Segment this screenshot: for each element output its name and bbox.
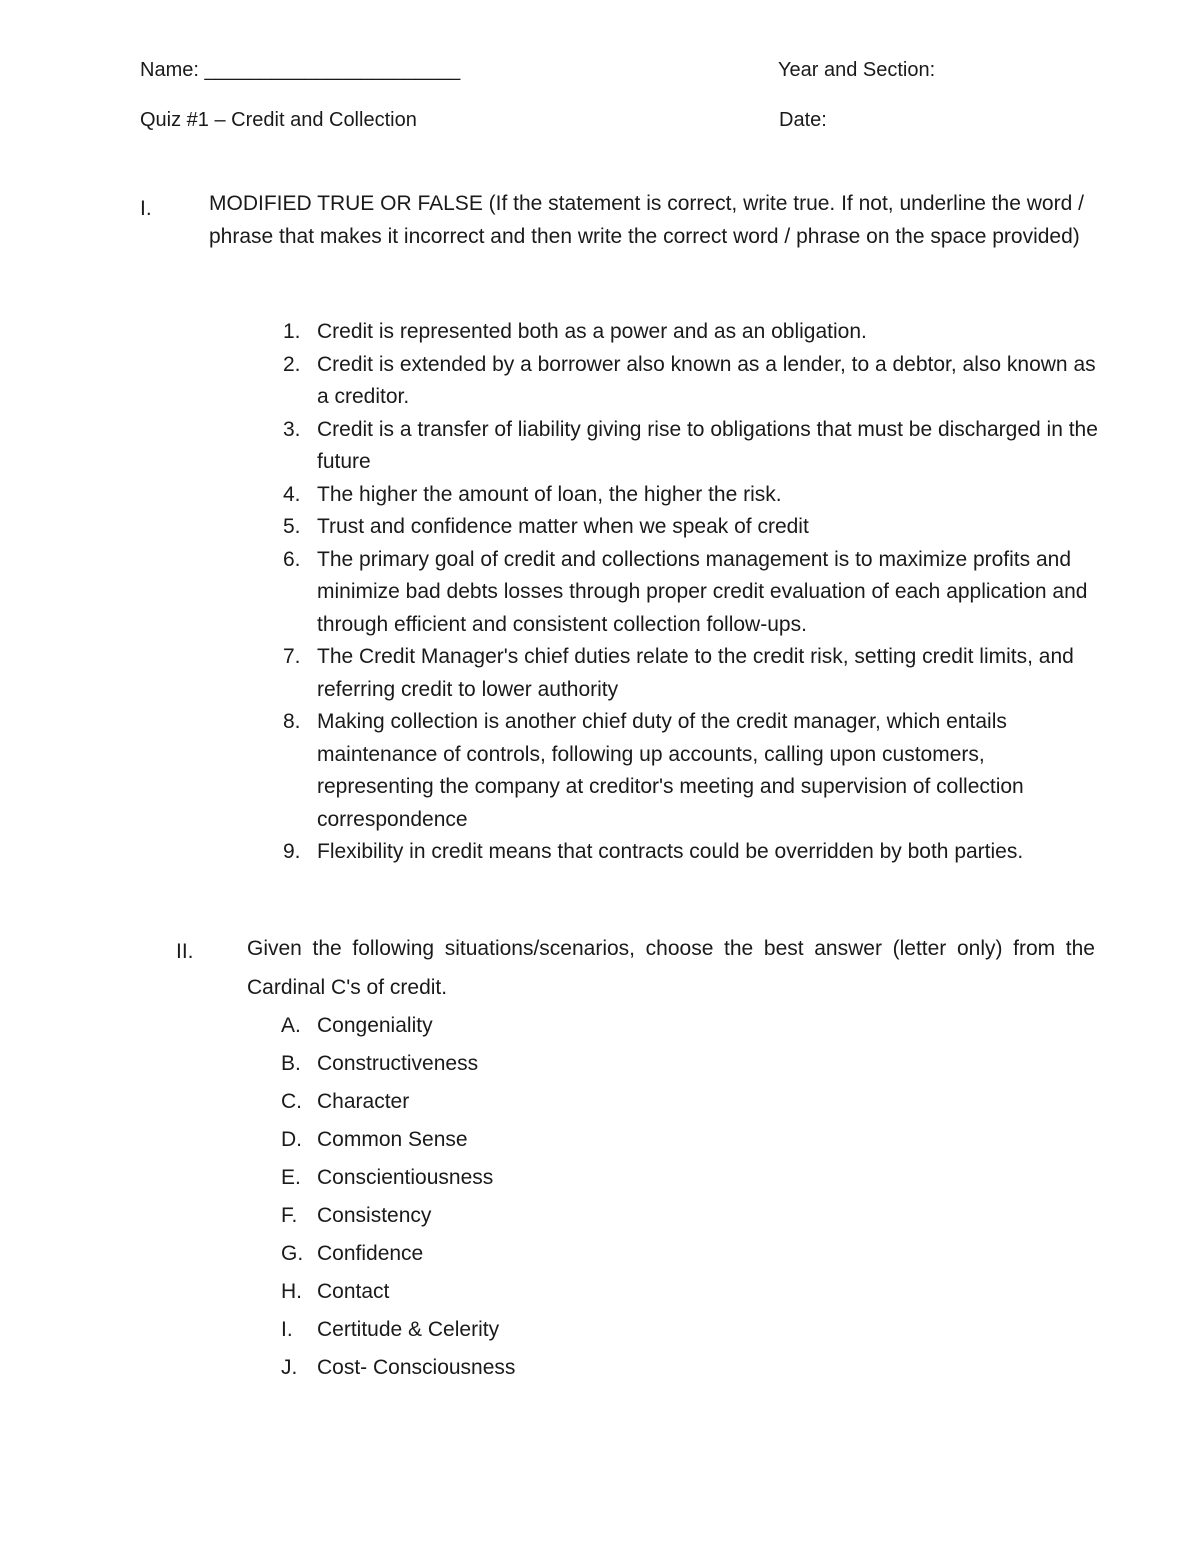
item-number: 1. <box>283 320 301 343</box>
section-2-instructions: Given the following situations/scenarios, choose the best answer (letter only) from the Cardinal C's of credit. <box>247 937 1095 999</box>
list-item <box>270 479 1100 512</box>
item-number: 3. <box>283 417 301 441</box>
true-false-list <box>270 316 1100 869</box>
item-text: Credit is extended by a borrower also known as a lender, to a debtor, also known as a creditor. <box>317 352 1096 408</box>
item-number: 4. <box>283 482 301 506</box>
choice-item <box>281 1273 515 1311</box>
item-text: Making collection is another chief duty of the credit manager, which entails maintenance of controls, following up accounts, calling upon customers, representing the company at creditor's meeting and supervision of collection correspondence <box>317 710 1024 831</box>
choice-item <box>281 1159 515 1197</box>
choice-text: Constructiveness <box>317 1052 479 1075</box>
choice-letter: J. <box>281 1356 298 1379</box>
item-text: The higher the amount of loan, the higher the risk. <box>317 482 782 506</box>
choice-item <box>281 1007 515 1045</box>
item-number: 7. <box>283 645 301 668</box>
choice-item <box>281 1083 515 1121</box>
item-text: Credit is represented both as a power and as an obligation. <box>317 320 867 343</box>
choice-letter: D. <box>281 1128 302 1151</box>
choice-letter: G. <box>281 1242 304 1265</box>
item-number: 5. <box>283 515 301 538</box>
list-item <box>270 641 1100 706</box>
list-item <box>270 414 1100 479</box>
choice-text: Cost- Consciousness <box>317 1356 516 1379</box>
choice-text: Certitude & Celerity <box>317 1318 500 1341</box>
choice-item <box>281 1235 515 1273</box>
item-number: 8. <box>283 710 301 733</box>
choice-item <box>281 1311 515 1349</box>
list-item <box>270 511 1100 544</box>
list-item <box>270 349 1100 414</box>
choice-text: Congeniality <box>317 1014 433 1037</box>
choice-letter: C. <box>281 1090 302 1113</box>
item-number: 2. <box>283 352 301 376</box>
list-item <box>270 316 1100 349</box>
quiz-title: Quiz #1 – Credit and Collection <box>140 109 417 131</box>
item-number: 9. <box>283 840 301 863</box>
choice-letter: B. <box>281 1052 301 1075</box>
choice-text: Contact <box>317 1280 390 1303</box>
choice-item <box>281 1121 515 1159</box>
date-label: Date: <box>779 109 827 131</box>
item-text: Credit is a transfer of liability giving rise to obligations that must be discharged in the future <box>317 417 1098 473</box>
choice-text: Conscientiousness <box>317 1166 494 1189</box>
name-label: Name: _______________________ <box>140 59 461 81</box>
choice-text: Common Sense <box>317 1128 468 1151</box>
section-2-numeral: II. <box>176 940 194 963</box>
choice-letter: H. <box>281 1280 302 1303</box>
section-1-instructions: MODIFIED TRUE OR FALSE (If the statement is correct, write true. If not, underline the word / phrase that makes it incorrect and then write the correct word / phrase on the space provided) <box>209 192 1084 248</box>
item-text: The primary goal of credit and collections management is to maximize profits and minimize bad debts losses through proper credit evaluation of each application and through efficient and consistent collection follow-ups. <box>317 547 1088 636</box>
section-1-numeral: I. <box>140 197 152 220</box>
year-section-label: Year and Section: <box>778 59 936 81</box>
item-text: Trust and confidence matter when we speak of credit <box>317 515 809 538</box>
choice-letter: E. <box>281 1166 301 1189</box>
list-item <box>270 836 1100 869</box>
choice-item <box>281 1045 515 1083</box>
choice-item <box>281 1349 515 1387</box>
cardinal-cs-choices <box>281 1007 515 1387</box>
choice-letter: F. <box>281 1204 298 1227</box>
item-number: 6. <box>283 547 301 571</box>
list-item <box>270 544 1100 642</box>
choice-letter: I. <box>281 1318 293 1341</box>
choice-letter: A. <box>281 1014 301 1037</box>
choice-item <box>281 1197 515 1235</box>
choice-text: Character <box>317 1090 410 1113</box>
item-text: Flexibility in credit means that contracts could be overridden by both parties. <box>317 840 1024 863</box>
item-text: The Credit Manager's chief duties relate to the credit risk, setting credit limits, and referring credit to lower authority <box>317 645 1074 701</box>
choice-text: Confidence <box>317 1242 424 1265</box>
choice-text: Consistency <box>317 1204 432 1227</box>
list-item <box>270 706 1100 836</box>
